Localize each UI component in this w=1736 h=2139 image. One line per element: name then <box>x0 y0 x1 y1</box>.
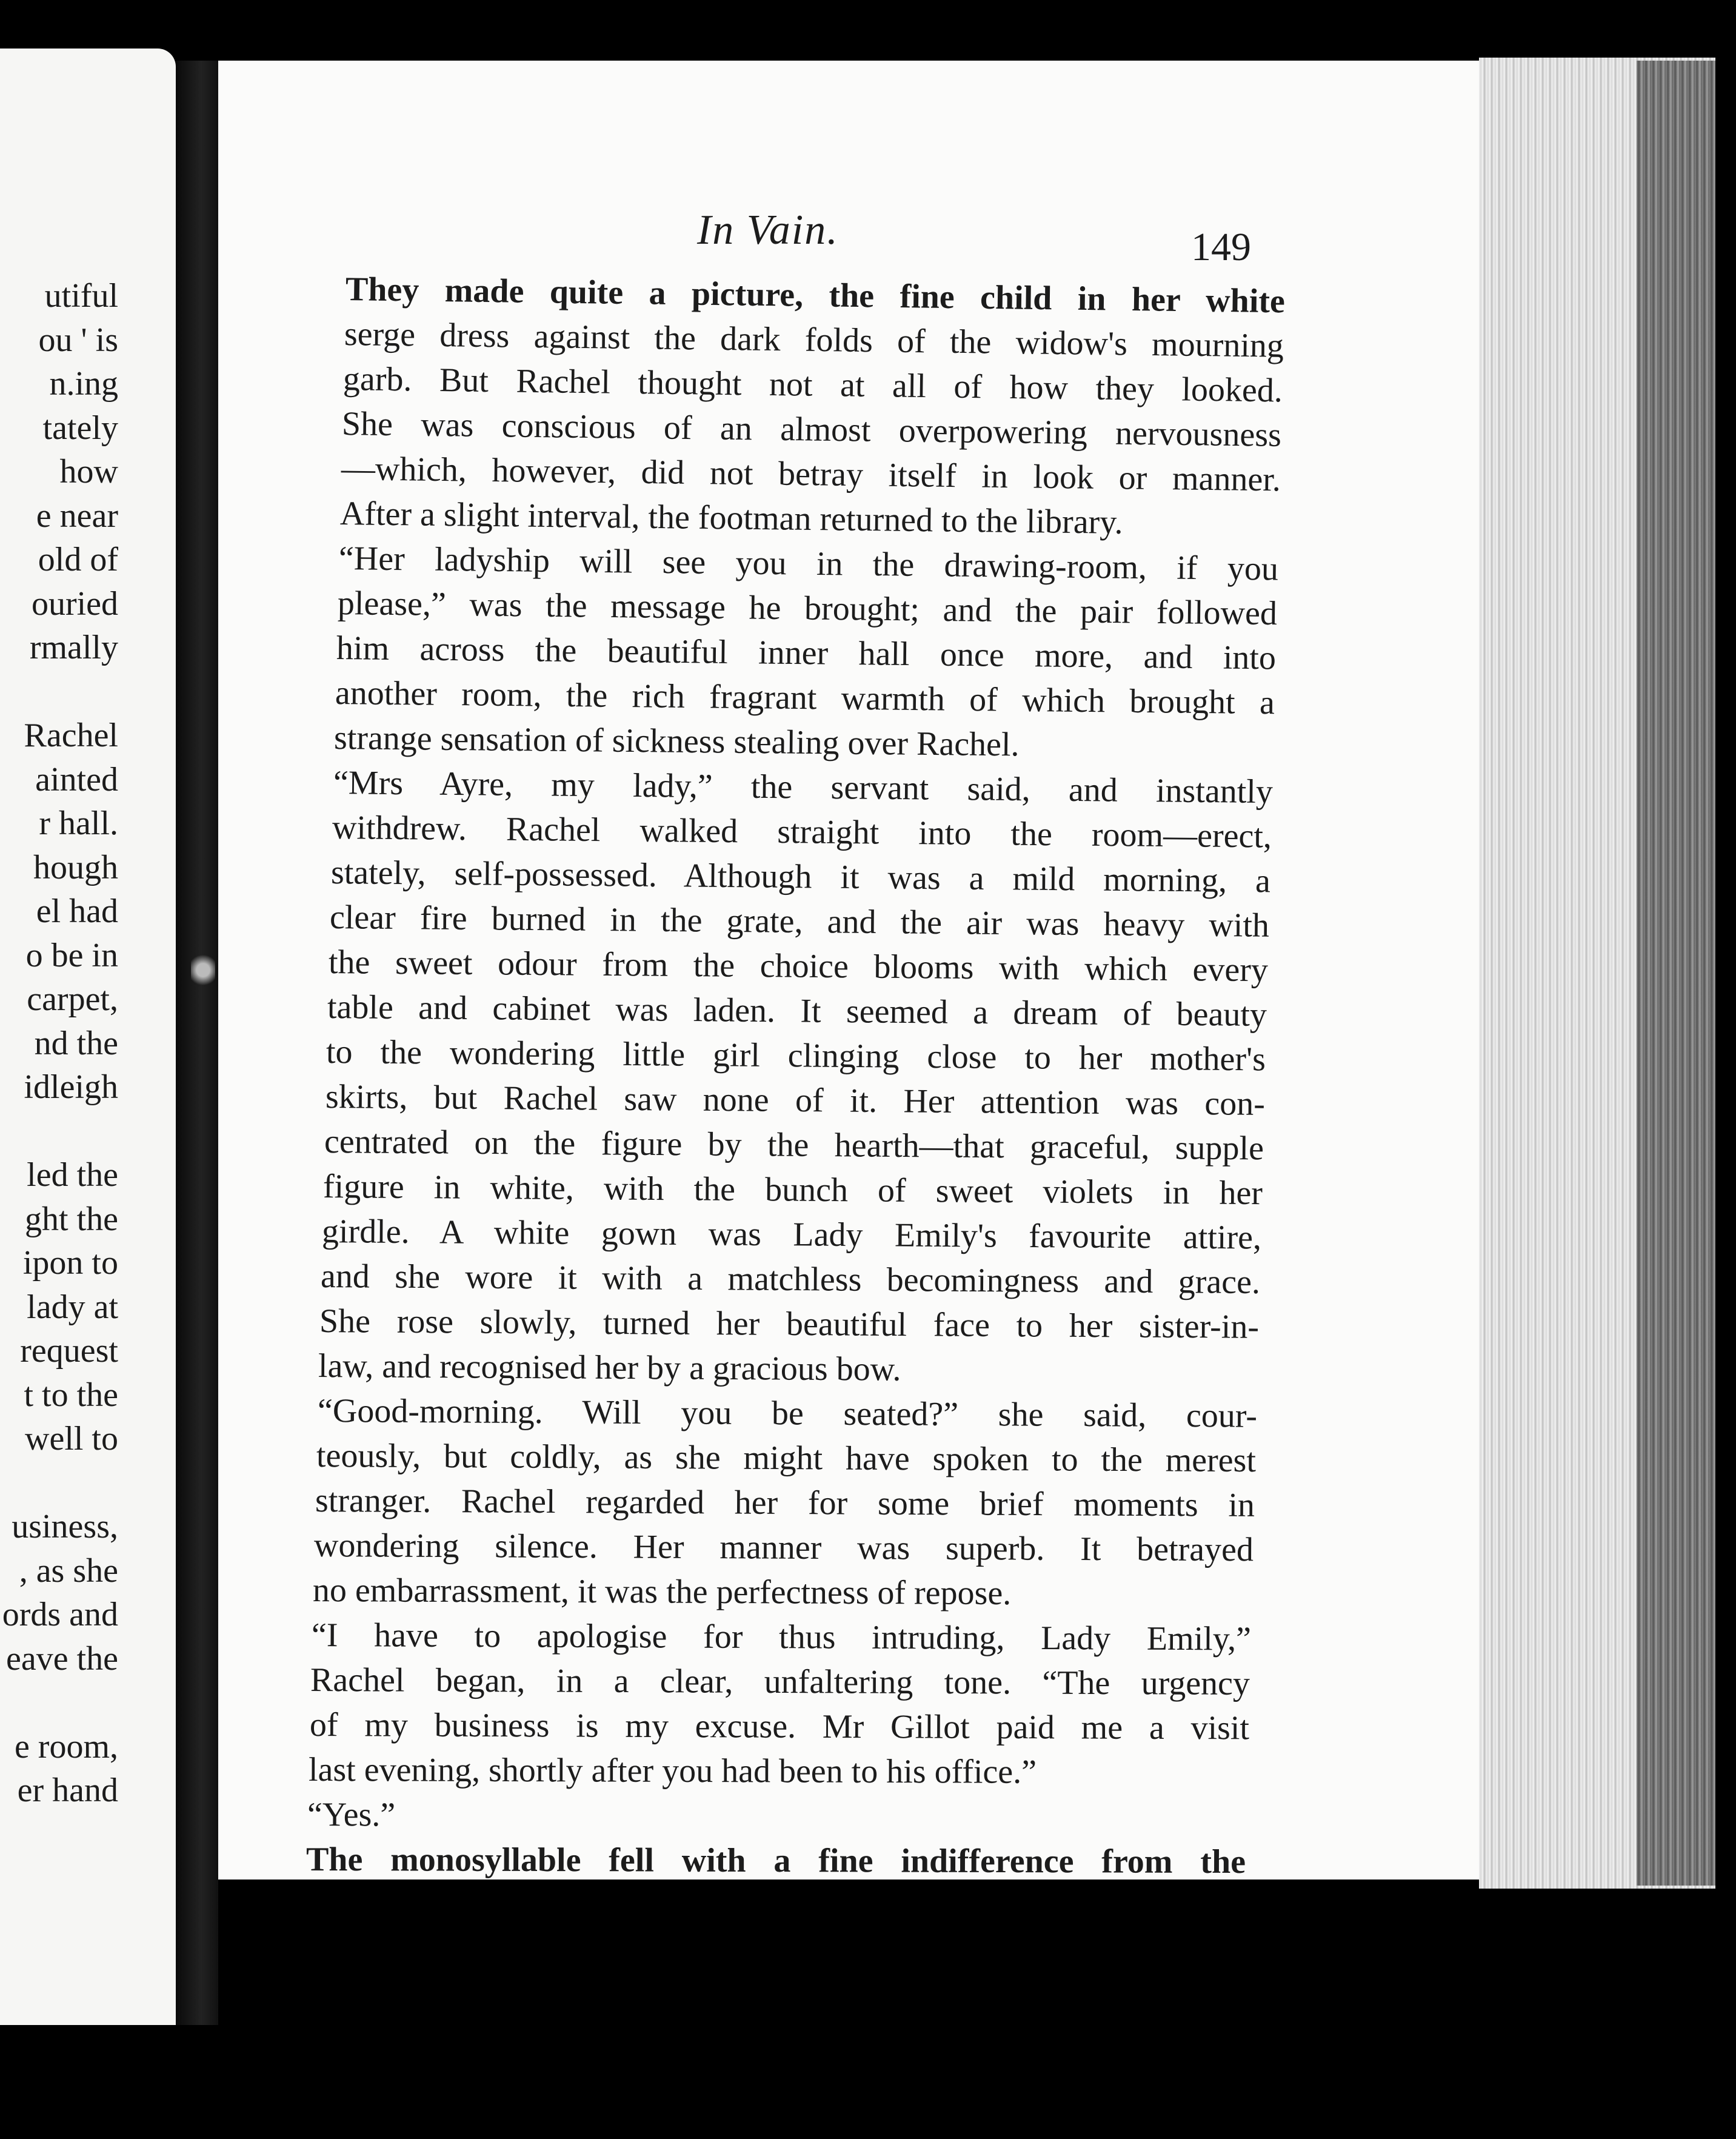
text-line: to the wondering little girl clinging close to her mother's <box>326 1033 1266 1079</box>
left-page-line: el had <box>36 892 118 930</box>
text-line: The monosyllable fell with a fine indifference from the <box>305 1841 1246 1881</box>
left-page-line: old of <box>38 541 118 578</box>
text-line: serge dress against the dark folds of the widow's mourning <box>344 315 1284 365</box>
text-line: the sweet odour from the choice blooms with which every <box>328 943 1269 989</box>
text-line: centrated on the figure by the hearth—that graceful, supple <box>324 1123 1264 1168</box>
left-page-line: ainted <box>35 761 118 798</box>
left-page-line: o be in <box>25 937 118 974</box>
text-line: and she wore it with a matchless becomingness and grace. <box>320 1257 1261 1302</box>
text-line: She rose slowly, turned her beautiful face to her sister-in- <box>319 1302 1260 1346</box>
left-page-line: er hand <box>17 1772 118 1809</box>
text-line: strange sensation of sickness stealing over Rachel. <box>334 719 1020 764</box>
left-page-line: request <box>20 1332 118 1370</box>
text-line: clear fire burned in the grate, and the air was heavy with <box>329 899 1270 945</box>
text-line: please,” was the message he brought; and the pair followed <box>337 584 1278 633</box>
text-line: Rachel began, in a clear, unfaltering tone. “The urgency <box>310 1661 1250 1702</box>
text-line: another room, the rich fragrant warmth of which brought a <box>335 674 1275 722</box>
left-page-line: idleigh <box>24 1068 118 1106</box>
text-line: him across the beautiful inner hall once more, and into <box>336 629 1277 677</box>
text-line: “Her ladyship will see you in the drawing-room, if you <box>338 540 1279 588</box>
text-line: skirts, but Rachel saw none of it. Her attention was con- <box>325 1078 1265 1123</box>
text-line: After a slight interval, the footman returned to the library. <box>339 495 1123 541</box>
page-number: 149 <box>1191 225 1251 269</box>
left-page-line: nd the <box>34 1025 118 1062</box>
left-page-line: rmally <box>29 629 118 666</box>
left-page-line: eave the <box>6 1640 118 1678</box>
text-line: stranger. Rachel regarded her for some brief moments in <box>315 1482 1255 1524</box>
left-page-line: t to the <box>24 1376 118 1414</box>
left-page-line: Rachel <box>24 717 118 754</box>
text-line: withdrew. Rachel walked straight into the room—erect, <box>332 809 1272 855</box>
left-page-line: well to <box>25 1420 118 1458</box>
left-page-line: ght the <box>25 1200 118 1238</box>
text-line: wondering silence. Her manner was superb. It betrayed <box>313 1527 1254 1569</box>
text-line: “Mrs Ayre, my lady,” the servant said, and instantly <box>333 764 1273 811</box>
left-page-line: ipon to <box>22 1244 118 1282</box>
text-line: table and cabinet was laden. It seemed a dream of beauty <box>327 988 1267 1034</box>
left-page-line: r hall. <box>39 805 118 842</box>
left-page-line: e near <box>36 497 118 535</box>
page-edges-shadow <box>1637 61 1715 1886</box>
left-page-line: how <box>59 453 118 490</box>
text-line: girdle. A white gown was Lady Emily's favourite attire, <box>321 1213 1262 1257</box>
left-page-line: , as she <box>19 1552 118 1590</box>
text-line: last evening, shortly after you had been to his office.” <box>308 1751 1037 1791</box>
text-line: She was conscious of an almost overpowering nervousness <box>342 405 1282 454</box>
left-page-line: hough <box>33 849 118 886</box>
text-line: no embarrassment, it was the perfectness of repose. <box>313 1572 1012 1613</box>
book-gutter <box>176 61 218 2025</box>
left-page-line: ouried <box>31 585 118 623</box>
text-line: garb. But Rachel thought not at all of how they looked. <box>342 360 1283 410</box>
left-page-line: usiness, <box>12 1508 118 1545</box>
left-page-line: ou ' is <box>38 321 118 359</box>
left-page-line: e room, <box>14 1728 118 1766</box>
left-page-line: tately <box>42 409 118 447</box>
text-line: figure in white, with the bunch of sweet violets in her <box>322 1168 1263 1213</box>
left-page-line: led the <box>27 1156 118 1194</box>
text-line: “Yes.” <box>307 1796 396 1834</box>
text-line: “Good-morning. Will you be seated?” she said, cour- <box>317 1392 1257 1435</box>
text-line: “I have to apologise for thus intruding, Lady Emily,” <box>312 1616 1252 1658</box>
left-page-line: carpet, <box>27 980 118 1018</box>
text-line: law, and recognised her by a gracious bow. <box>318 1347 902 1388</box>
left-page-line: lady at <box>27 1288 118 1326</box>
text-line: stately, self-possessed. Although it was a mild morning, a <box>330 854 1271 900</box>
scan-artifact <box>191 952 215 988</box>
left-page-fragment <box>0 49 176 2025</box>
text-line: They made quite a picture, the fine child in her white <box>345 270 1286 321</box>
text-line: teously, but coldly, as she might have spoken to the merest <box>316 1437 1256 1480</box>
left-page-line: utiful <box>44 277 118 315</box>
text-line: —which, however, did not betray itself in look or manner. <box>341 450 1281 499</box>
text-line: of my business is my excuse. Mr Gillot paid me a visit <box>309 1706 1249 1747</box>
left-page-line: n.ing <box>49 365 118 403</box>
left-page-line: ords and <box>2 1596 118 1633</box>
running-head: In Vain. <box>697 207 839 253</box>
